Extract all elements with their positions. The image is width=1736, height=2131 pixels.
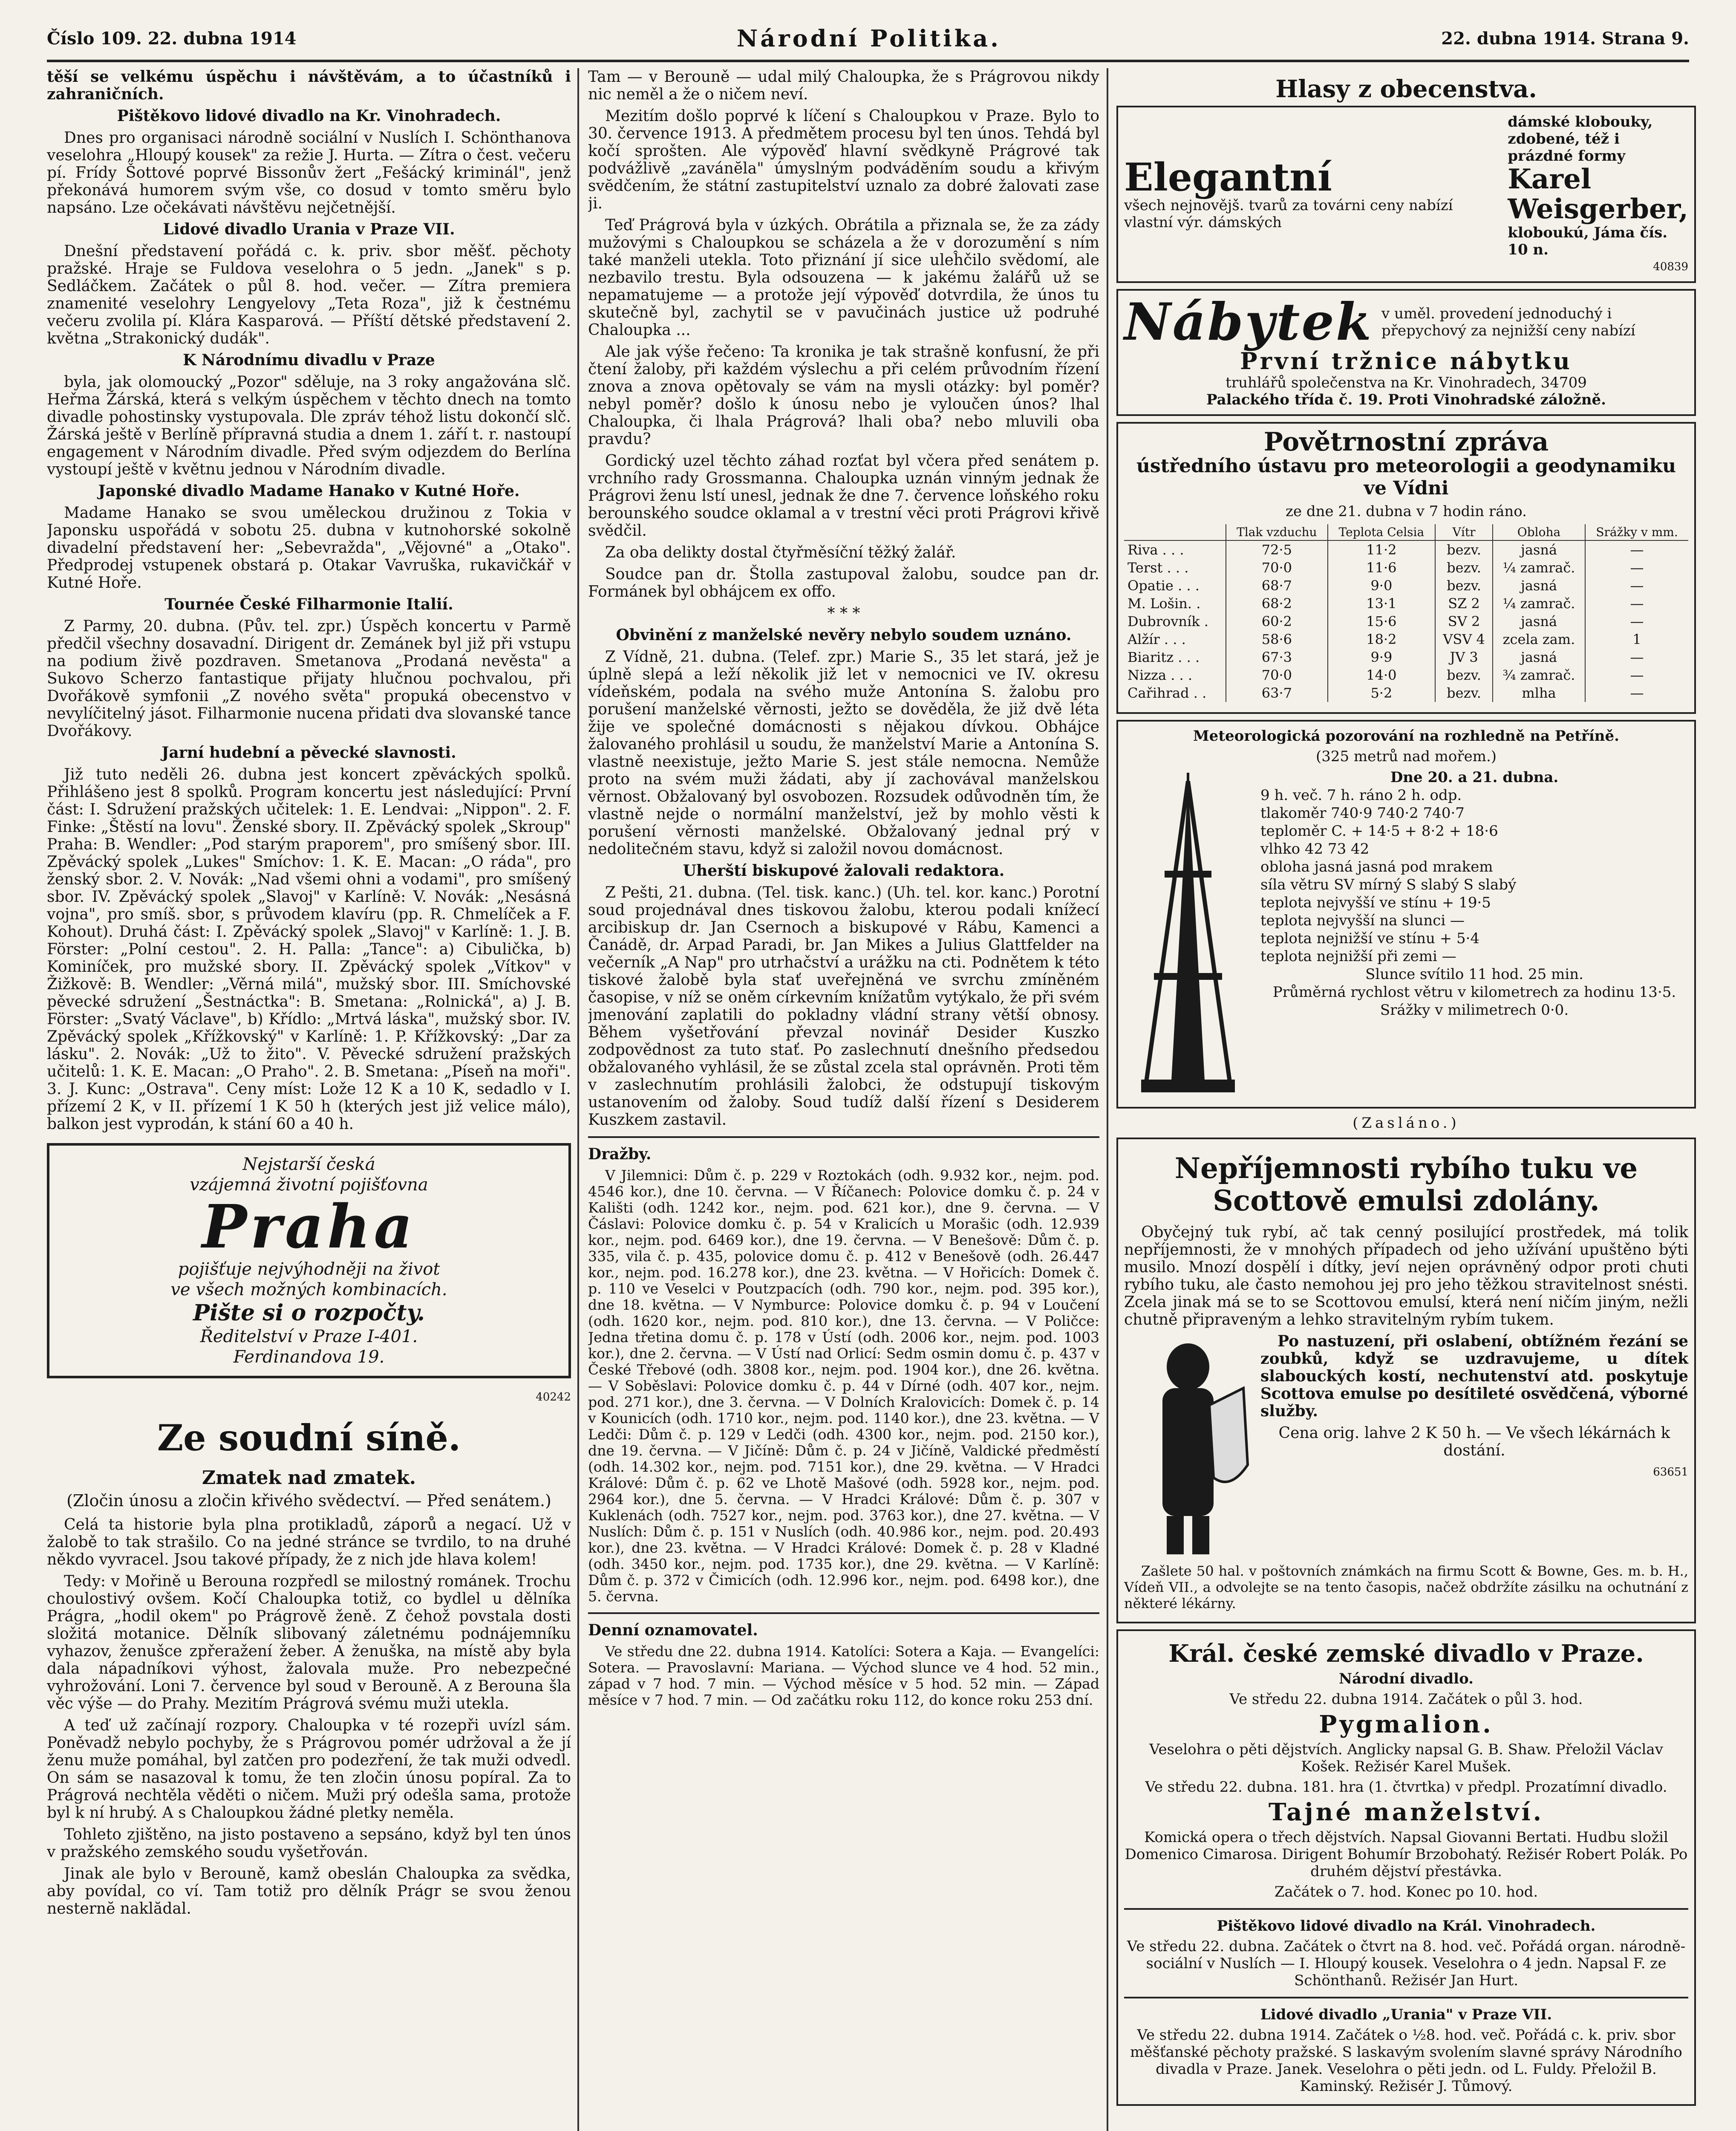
weather-header-cell: Srážky v mm. (1585, 524, 1688, 540)
ad-text: Zašlete 50 hal. v poštovních známkách na firmu Scott & Bowne, Ges. m. b. H., Vídeň VII., a odvolejte se na tento časopis, načež obdržíte zásilku na ochutnání z některé lékárny. (1124, 1563, 1688, 1611)
weather-cell: bezv. (1435, 559, 1493, 577)
weather-table (1124, 524, 1688, 702)
ad-line: v uměl. provedení jednoduchý i přepychový za nejnižší ceny nabízí (1381, 305, 1635, 339)
article-text: Tam — v Berouně — udal milý Chaloupka, že s Prágrovou nikdy nic neměl a že o ničem neví. (588, 68, 1099, 103)
weather-cell: Opatie . . . (1128, 578, 1200, 594)
weather-cell: 58·6 (1226, 630, 1328, 648)
weather-cell: Nizza . . . (1128, 667, 1193, 683)
weather-cell: 70·0 (1226, 559, 1328, 577)
ad-text: Obyčejný tuk rybí, ač tak cenný posilující prostředek, má tolik nepříjemnosti, že v mnohých případech od jeho užívání upuštěno býti musilo. Mnozí dospělí i dítky, jeví nejen oprávněný odpor proti chuti rybího tuku, ale často nemohou jej pro jeho těžkou stravitelnost snésti. Zcela jinak má se to se Scottovou emulsí, která není ničím jiným, nežli chutně připraveným a lehko stravitelným rybím tukem. (1124, 1224, 1688, 1328)
play-info: Ve středu 22. dubna. Začátek o čtvrt na 8. hod. več. Pořádá organ. národně-sociální v Nuslích — I. Hloupý kousek. Veselohra o 4 jedn. Napsal F. ze Schönthanů. Režisér Jan Hurt. (1127, 1938, 1686, 1989)
met-row: síla větru SV mírný S slabý S slabý (1260, 876, 1517, 893)
weather-cell: — (1585, 577, 1688, 595)
ad-text: Cena orig. lahve 2 K 50 h. — Ve všech lékárnách k dostání. (1278, 1424, 1670, 1459)
theater-heading: Lidové divadlo „Urania" v Praze VII. (1260, 2006, 1552, 2023)
weather-cell: SV 2 (1435, 612, 1493, 630)
play-info: Ve středu 22. dubna 1914. Začátek o ½8. hod. več. Pořádá c. k. priv. sbor měšťanské pěchoty pražské. S laskavým svolením slavné správy Národního divadla v Praze. Janek. Veselohra o pěti jedn. od L. Fuldy. Přeložil B. Kaminský. Režisér J. Tůmový. (1130, 2027, 1682, 2095)
court-article-title: Zmatek nad zmatek. (202, 1467, 416, 1489)
ad-title: Elegantní (1124, 155, 1332, 200)
weather-cell: Dubrovník . (1128, 613, 1208, 629)
article-text: byla, jak olomoucký „Pozor" sděluje, na 3 roky angažována slč. Heřma Žárská, která s velkým úspěchem v těchto dnech na tomto divadle pohostinsky vystupovala. Dle zpráv téhož listu dokončí slč. Žárská ještě v Berlíně přípravná studia a dnem 1. září t. r. nastoupí engagement v Národním divadle. Před svým odjezdem do Berlína vystoupí ještě v květnu jednou v Národním divadle. (47, 373, 571, 478)
weather-title: Povětrnostní zpráva (1263, 427, 1549, 457)
weather-cell: Riva . . . (1128, 542, 1184, 558)
met-row: Srážky v milimetrech 0·0. (1380, 1002, 1569, 1019)
article-text: Tohleto zjištěno, na jisto postaveno a sepsáno, když byl ten únos v pražského zemského soudu vyšetřován. (47, 1826, 571, 1861)
weather-subtitle: ústředního ústavu pro meteorologii a geodynamiku ve Vídni (1136, 455, 1676, 499)
weather-cell: bezv. (1435, 577, 1493, 595)
article-text: Gordický uzel těchto záhad rozťat byl včera před senátem p. vrchního rady Grossmanna. Chaloupka uznán vinným jednak že Prágrovi ženu lstí unesl, jednak že dne 7. července loňského roku berounského soudce oklamal a v trestní věci proti Prágrovi křivě svědčil. (588, 452, 1099, 540)
ad-line: kloboukú, Jáma čís. 10 n. (1508, 224, 1668, 258)
weather-header-cell (1124, 524, 1226, 540)
weather-cell: — (1585, 684, 1688, 702)
met-row: teplota nejnižší ve stínu + 5·4 (1260, 930, 1480, 947)
weather-cell: 72·5 (1226, 540, 1328, 559)
ad-line: Ředitelství v Praze I-401. (200, 1327, 418, 1346)
ad-line: Ferdinandova 19. (233, 1347, 385, 1367)
ad-text: Po nastuzení, při oslabení, obtížném řezání se zoubků, když se uzdravujeme, u dítek slabouckých kostí, nechutenství atd. poskytuje Scottova emulse po desítileté osvědčená, výborné služby. (1260, 1332, 1688, 1420)
article-heading: K Národnímu divadlu v Praze (183, 351, 435, 369)
ad-line: truhlářů společenstva na Kr. Vinohradech, 34709 (1226, 374, 1587, 391)
weather-cell: 68·2 (1226, 595, 1328, 612)
theater-subtitle: Národní divadlo. (1338, 1670, 1474, 1687)
weather-row (1124, 666, 1688, 684)
weather-header-cell: Tlak vzduchu (1226, 524, 1328, 540)
article-text: Z Vídně, 21. dubna. (Telef. zpr.) Marie S., 35 let stará, jež je úplně slepá a leží několik již let v nemocnici ve IV. okresu vídeňském, podala na svého muže Antonína S. žalobu pro porušení manželské věrnosti, ježto se dověděla, že již dvě léta žije ve společné domácnosti s nějakou dívkou. Obhájce žalovaného prohlásil u soudu, že manželství Marie a Antonína S. vlastně neexistuje, ježto Marie S. jest stále nemocna. Nemůže proto na svém muži žádati, aby jí zachovával manželskou věrnost. Obžalovaný byl osvobozen. Rozsudek odůvodněn tím, že vlastně nejde o normální manželství, jež by mohlo věsti k porušení věrnosti manželské. Obžalovaný jednal prý v nedolitečném stavu, když si založil novou domácnost. (588, 648, 1099, 858)
article-text: Jinak ale bylo v Berouně, kamž obeslán Chaloupka za svědka, aby povídal, co ví. Tam totiž pro dělník Prágr se svou ženou nesternĕ naklădal. (47, 1865, 571, 1917)
ad-line: Palackého třída č. 19. Proti Vinohradské záložně. (1206, 391, 1606, 408)
ad-name: Karel Weisgerber, (1508, 163, 1688, 225)
zaslano-label: (Zasláno.) (1352, 1115, 1460, 1132)
met-row: teplota nejvyšší ve stínu + 19·5 (1260, 894, 1491, 911)
article-text: Tedy: v Mořině u Berouna rozpředl se milostný románek. Trochu choulostivý ovšem. Kočí Chaloupka totiž, co bydlel u dělníka Prágra, „hodil okem" po Prágrově ženě. Z čehož povstala dosti složitá motanice. Dělník slibovaný záletnému podnájemníku vyhazov, ženušce zpřeražení žeber. A ženuška, na místě aby byla dala nápadníkovi výhost, žalovala muže. Pro nebezpečné vyhrožování. Loni 7. července byl soud v Berouně. A z Berouna šla věc výše — do Prahy. Mezitím Prágrová svému muži utekla. (47, 1573, 571, 1712)
article-heading: Lidové divadlo Urania v Praze VII. (163, 220, 455, 238)
weather-header-cell: Obloha (1493, 524, 1585, 540)
weather-cell: 9·9 (1328, 648, 1436, 666)
weather-cell: M. Lošin. . (1128, 595, 1201, 612)
article-text: Celá ta historie byla plna protikladů, záporů a negací. Už v žalobě to tak strašilo. Co na jedné stránce se tvrdilo, to na druhé někdo vyvracel. Jsou takové případy, že z nich jde hlava kolem! (47, 1516, 571, 1568)
weather-cell: Cařihrad . . (1128, 685, 1207, 701)
met-row: obloha jasná jasná pod mrakem (1260, 858, 1493, 875)
weather-cell: — (1585, 540, 1688, 559)
article-text: Z Parmy, 20. dubna. (Pův. tel. zpr.) Úspěch koncertu v Parmě předčil všechny dosavadní. Dirigent dr. Zemánek byl již při vstupu na podium živě pozdraven. Smetanova „Prodaná nevěsta" a Sukovo Scherzo fantastique přijaty hlučnou pochvalou, při Dvořákově symfonii „Z nového světa" propuká obecenstvo v nevylíčitelný jásot. Filharmonie nucena přidati dva slovanské tance Dvořákovy. (47, 618, 571, 740)
theater-heading: Pištěkovo lidové divadlo na Král. Vinohradech. (1217, 1917, 1596, 1935)
ad-number: 40839 (1653, 260, 1688, 273)
weather-cell: bezv. (1435, 666, 1493, 684)
ad-title: Praha (202, 1192, 416, 1262)
article-text: Dnes pro organisaci národně sociální v Nuslích I. Schönthanova veselohra „Hloupý kousek" za režie J. Hurta. — Zítra o čest. večeru pí. Frídy Šottové poprvé Bissonův žert „Fešácký kriminál", jenž překonává humorem svým vše, co dosud v tomto směru bylo napsáno. Lze očekávati návštěvu nejčetnější. (47, 129, 571, 217)
section-title: Hlasy z obecenstva. (1275, 75, 1537, 103)
weather-cell: 63·7 (1226, 684, 1328, 702)
divider (1124, 1908, 1688, 1910)
met-row: teploměr C. + 14·5 + 8·2 + 18·6 (1260, 823, 1498, 840)
weather-cell: 1 (1585, 630, 1688, 648)
weather-cell: 68·7 (1226, 577, 1328, 595)
play-title: Pygmalion. (1319, 1710, 1494, 1738)
met-title: Meteorologická pozorování na rozhledně na Petříně. (1193, 728, 1619, 745)
weather-cell: 15·6 (1328, 612, 1436, 630)
daily-almanac-text: Ve středu dne 22. dubna 1914. Katolíci: Sotera a Kaja. — Evangelíci: Sotera. — Pravoslavní: Mariana. — Východ slunce ve 4 hod. 52 min., západ v 7 hod. 7 min. — Východ měsíce v 5 hod. 52 min. — Západ měsíce v 7 hod. 7 min. — Od začátku roku 112, do konce roku 253 dní. (588, 1643, 1099, 1708)
weather-cell: 67·3 (1226, 648, 1328, 666)
weather-cell: ¼ zamrač. (1493, 559, 1585, 577)
ad-line: pojišťuje nejvýhodněji na život (178, 1259, 440, 1279)
furniture-ad (1116, 289, 1696, 416)
article-heading: Tournée České Filharmonie Italií. (164, 595, 453, 613)
weather-cell: VSV 4 (1435, 630, 1493, 648)
weather-report (1116, 422, 1696, 714)
petrin-tower-illustration (1124, 773, 1252, 1097)
weather-cell: jasná (1493, 648, 1585, 666)
praha-insurance-ad (47, 1143, 571, 1378)
weather-date: ze dne 21. dubna v 7 hodin ráno. (1286, 503, 1527, 520)
weather-row (1124, 612, 1688, 630)
met-row: teplota nejnižší při zemi — (1260, 948, 1456, 965)
weather-row (1124, 630, 1688, 648)
article-heading: Dražby. (588, 1145, 652, 1163)
met-row: vlhko 42 73 42 (1260, 840, 1370, 858)
weather-cell: Alžír . . . (1128, 631, 1186, 647)
weather-cell: 11·6 (1328, 559, 1436, 577)
weather-cell: 5·2 (1328, 684, 1436, 702)
column-rule (1107, 68, 1108, 2131)
met-row: tlakoměr 740·9 740·2 740·7 (1260, 805, 1465, 822)
divider (588, 1612, 1099, 1614)
ad-title: Nábytek (1124, 292, 1373, 352)
article-heading: Uherští biskupové žalovali redaktora. (683, 862, 1005, 880)
play-times: Začátek o 7. hod. Konec po 10. hod. (1274, 1883, 1538, 1900)
ad-line: dámské klobouky, zdobené, též i prázdné formy (1508, 113, 1653, 165)
scott-emulsion-ad (1116, 1138, 1696, 1623)
weather-cell: 13·1 (1328, 595, 1436, 612)
weather-cell: zcela zam. (1493, 630, 1585, 648)
article-heading: Denní oznamovatel. (588, 1621, 758, 1639)
ad-number: 40242 (536, 1391, 571, 1403)
weather-cell: jasná (1493, 612, 1585, 630)
weather-cell: SZ 2 (1435, 595, 1493, 612)
weather-cell: ¼ zamrač. (1493, 595, 1585, 612)
weather-header-cell: Vítr (1435, 524, 1493, 540)
ad-line: vzájemná životní pojišťovna (190, 1175, 428, 1195)
column-2 (588, 68, 1099, 2131)
weather-cell: bezv. (1435, 540, 1493, 559)
weather-cell: — (1585, 666, 1688, 684)
weather-cell: ¾ zamrač. (1493, 666, 1585, 684)
article-heading: Jarní hudební a pěvecké slavnosti. (161, 744, 456, 762)
masthead (47, 17, 1689, 62)
ad-title: Nepříjemnosti rybího tuku ve Scottově emulsi zdolány. (1174, 1152, 1638, 1217)
met-row: Slunce svítilo 11 hod. 25 min. (1365, 966, 1583, 983)
column-1 (47, 68, 571, 2131)
weisgerber-hat-ad (1116, 106, 1696, 283)
petrin-observations (1116, 720, 1696, 1109)
ad-line: všech nejnovějš. tvarů za továrni ceny nabízí vlastní výr. dámských (1124, 197, 1453, 231)
weather-row (1124, 648, 1688, 666)
article-heading: Pištěkovo lidové divadlo na Kr. Vinohradech. (117, 107, 501, 125)
court-article-subtitle: (Zločin únosu a zločin křivého svědectví. — Před senátem.) (66, 1491, 551, 1510)
fisherman-illustration (1124, 1337, 1252, 1559)
separator-stars: * * * (827, 605, 860, 622)
met-row: Průměrná rychlost větru v kilometrech za hodinu 13·5. (1272, 984, 1676, 1001)
date-page: 22. dubna 1914. Strana 9. (1441, 28, 1689, 49)
play-info: Veselohra o pěti dějstvích. Anglicky napsal G. B. Shaw. Přeložil Václav Košek. Režisér Karel Mušek. (1149, 1741, 1663, 1775)
article-text: těší se velkému úspěchu i návštěvám, a to účastníků i zahraničních. (47, 68, 571, 103)
ad-name: První tržnice nábytku (1240, 347, 1572, 375)
theater-listings (1116, 1629, 1696, 2106)
article-text: Teď Prágrová byla v úzkých. Obrátila a přiznala se, že za zády mužovými s Chaloupkou se scházela a že v dorozumění s ním také manželi utekla. Toto přiznání jí sice uleĥčilo svědomí, ale nezbavilo trestu. Byla odsouzena — k jakému žalářů už se nepamatujeme — a protože její výpověď dotvrdila, že únos tu skutečně byl, zachytil se v pavučinách justice už podruhé Chaloupka ... (588, 217, 1099, 339)
divider (1124, 1997, 1688, 1998)
weather-cell: 14·0 (1328, 666, 1436, 684)
met-columns: 9 h. več. 7 h. ráno 2 h. odp. (1260, 787, 1462, 804)
article-heading: Japonské divadlo Madame Hanako v Kutné Hoře. (98, 482, 520, 500)
weather-cell: 18·2 (1328, 630, 1436, 648)
weather-cell: jasná (1493, 577, 1585, 595)
weather-header-cell: Teplota Celsia (1328, 524, 1436, 540)
divider (588, 1136, 1099, 1138)
newspaper-title: Národní Politika. (736, 25, 1001, 52)
article-heading: Obvinění z manželské nevěry nebylo soudem uznáno. (616, 626, 1072, 644)
weather-cell: — (1585, 595, 1688, 612)
weather-row (1124, 684, 1688, 702)
weather-cell: — (1585, 612, 1688, 630)
article-text: Madame Hanako se svou uměleckou družinou z Tokia v Japonsku uspořádá v sobotu 25. dubna v kutnohorské sokolně divadelní představení her: „Sebevražda", „Vějovné" a „Otako". Předprodej vstupenek obstará p. Otakar Vavruška, rukavičkář v Kutné Hoře. (47, 504, 571, 592)
ad-line: ve všech možných kombinacích. (170, 1280, 447, 1299)
article-text: Soudce pan dr. Štolla zastupoval žalobu, soudce pan dr. Formánek byl obhájcem ex offo. (588, 566, 1099, 601)
auctions-text: V Jilemnici: Dům č. p. 229 v Roztokách (odh. 9.932 kor., nejm. pod. 4546 kor.), dne 10. června. — V Říčanech: Polovice domku č. p. 24 v Kališti (odh. 1242 kor., nejm. pod. 621 kor.), dne 9. června. — V Čáslavi: Polovice domku č. p. 54 v Kralicích u Morašic (odh. 12.939 kor., nejm. pod. 6469 kor.), dne 19. června. — V Benešově: Dům č. p. 335, vila č. p. 435, polovice domu č. p. 412 v Benešově (odh. 26.447 kor., nejm. pod. 16.278 kor.), dne 23. května. — V Hořicích: Domek č. p. 110 ve Veselci v Poutzpacích (odh. 790 kor., nejm. pod. 395 kor.), dne 18. května. — V Nymburce: Polovice domku č. p. 94 v Loučení (odh. 1620 kor., nejm. pod. 810 kor.), dne 13. června. — V Poličce: Jedna třetina domu č. p. 178 v Ústí (odh. 2006 kor., nejm. pod. 1003 kor.), dne 2. června. — V Ústí nad Orlicí: Sedm osmin domu č. p. 437 v České Třebové (odh. 3808 kor., nejm. pod. 1904 kor.), dne 26. května. — V Soběslavi: Polovice domku č. p. 44 v Dírné (odh. 407 kor., nejm. pod. 271 kor.), dne 3. června. — V Dolních Kralovicích: Domek č. p. 14 v Kounicích (odh. 1710 kor., nejm. pod. 1140 kor.), dne 23. května. — V Ledči: Dům č. p. 129 v Ledči (odh. 4300 kor., nejm. pod. 2150 kor.), dne 19. června. — V Jičíně: Dům č. p. 24 v Jičíně, Valdické předměstí (odh. 14.302 kor., nejm. pod. 7151 kor.), dne 29. května. — V Hradci Králové: Dům č. p. 62 ve Lhotě Mašové (odh. 5928 kor., nejm. pod. 2964 kor.), dne 5. června. — V Hradci Králové: Dům č. p. 307 v Kuklenách (odh. 7527 kor., nejm. pod. 3763 kor.), dne 27. května. — V Nuslích: Dům č. p. 151 v Nuslích (odh. 40.986 kor., nejm. pod. 20.493 kor.), dne 23. května. — V Hradci Králové: Domek č. p. 28 v Kladné (odh. 3450 kor., nejm. pod. 1735 kor.), dne 29. května. — V Karlíně: Dům č. p. 372 v Čimicích (odh. 12.996 kor., nejm. pod. 6498 kor.), dne 5. června. (588, 1167, 1099, 1605)
weather-row (1124, 577, 1688, 595)
weather-cell: 9·0 (1328, 577, 1436, 595)
weather-row (1124, 540, 1688, 559)
court-section-title: Ze soudní síně. (157, 1417, 461, 1459)
issue-number: Číslo 109. 22. dubna 1914 (47, 28, 297, 49)
article-text: Již tuto neděli 26. dubna jest koncert zpěváckých spolků. Přihlášeno jest 8 spolků. Program koncertu jest následující: První část: I. Sdružení pražských učitelek: 1. E. Lendvai: „Nippon". 2. F. Finke: „Štěstí na lovu". Ženské sbory. II. Zpěvácký spolek „Skroup" Praha: B. Wendler: „Pod starým praporem", pro smíšený sbor. III. Zpěvácký spolek „Lukes" Smíchov: 1. K. E. Macan: „O ráda", pro ženský sbor. 2. V. Novák: „Nad všemi ohni a vodami", pro smíšený sbor. IV. Zpěvácký spolek „Slavoj" v Karlíně: V. Novák: „Nesásná vojna", pro smíš. sbor, s průvodem klavíru (pp. R. Chmelíček a F. Kohout). Druhá část: I. Zpěvácký spolek „Slavoj" v Karlíně: 1. J. B. Förster: „Polní cestou". 2. H. Palla: „Tance": a) Cibulička, b) Kominíček, pro mužské sbory. II. Zpěvácký spolek „Vítkov" v Žižkově: B. Wendler: „Věrná milá", mužský sbor. III. Smíchovské pěvecké sdružení „Šestnáctka": B. Smetana: „Rolnická", a) J. B. Förster: „Svatý Václave", b) Křídlo: „Mrtvá láska", mužský sbor. IV. Zpěvácký spolek „Křížkovský" v Karlíně: 1. P. Křížkovský: „Dar za lásku". 2. Novák: „Už to žito". V. Pěvecké sdružení pražských učitelů: 1. K. E. Macan: „O Praho". 2. B. Smetana: „Píseň na moři". 3. J. Kunc: „Ostrava". Ceny míst: Lože 12 K a 10 K, sedadlo v I. přízemí 2 K, v II. přízemí 1 K 50 h (kterých jest již velice málo), balkon jest vyprodán, k stání 60 a 40 h. (47, 766, 571, 1133)
weather-row (1124, 559, 1688, 577)
weather-cell: JV 3 (1435, 648, 1493, 666)
weather-cell: bezv. (1435, 684, 1493, 702)
weather-cell: — (1585, 648, 1688, 666)
weather-cell: 60·2 (1226, 612, 1328, 630)
weather-cell: mlha (1493, 684, 1585, 702)
weather-row (1124, 595, 1688, 612)
play-info: Komická opera o třech dějstvích. Napsal Giovanni Bertati. Hudbu složil Domenico Cimarosa. Dirigent Bohumír Brzobohatý. Režisér Robert Polák. Po druhém dějství přestávka. (1125, 1829, 1688, 1880)
article-text: Ale jak výše řečeno: Ta kronika je tak strašně konfusní, že při čtení žaloby, při každém výslechu a při celém průvodním řízení znova a znova opětovaly se vám na mysli otázky: byl poměr? nebyl poměr? došlo k únosu nebo je vyloučen únos? lhal Chaloupka, či lhala Prágrová? lhali oba? nebo mluvili oba pravdu? (588, 343, 1099, 448)
article-text: Dnešní představení pořádá c. k. priv. sbor měšť. pěchoty pražské. Hraje se Fuldova veselohra o 5 jedn. „Janek" s p. Sedláčkem. Začátek o půl 8. hod. večer. — Zítra premiera znamenité veselohry Lengyelovy „Teta Roza", již k čestnému večeru zvolila pí. Klára Kasparová. — Příští dětské představení 2. května „Strakonický dudák". (47, 243, 571, 347)
ad-number: 63651 (1653, 1466, 1688, 1478)
met-date: Dne 20. a 21. dubna. (1390, 769, 1559, 786)
weather-cell: jasná (1493, 540, 1585, 559)
weather-cell: — (1585, 559, 1688, 577)
theater-title: Král. české zemské divadlo v Praze. (1168, 1640, 1644, 1668)
theater-date: Ve středu 22. dubna. 181. hra (1. čtvrtka) v předpl. Prozatímní divadlo. (1145, 1779, 1667, 1796)
weather-cell: 70·0 (1226, 666, 1328, 684)
column-rule (577, 68, 579, 2131)
weather-cell: Biaritz . . . (1128, 649, 1200, 665)
article-text: A teď už začínají rozpory. Chaloupka v té rozepři uvízl sám. Poněvadž nebylo pochyby, že s Prágrovou pomér udržoval a že jí ženu muže pomáhal, byl zatčen pro podezření, že tak muži odvedl. On sám se nasazoval k tomu, že ten zločin únosu popíral. Za to Prágrová nechtěla věděti o ničem. Muži prý odešla sama, protože byl k ní hrubý. A s Chaloupkou žádné pletky neměla. (47, 1717, 571, 1822)
ad-line: Pište si o rozpočty. (193, 1300, 425, 1326)
weather-cell: 11·2 (1328, 540, 1436, 559)
met-subtitle: (325 metrů nad mořem.) (1315, 748, 1497, 765)
column-3 (1116, 68, 1696, 2131)
theater-date: Ve středu 22. dubna 1914. Začátek o půl 3. hod. (1229, 1691, 1583, 1708)
play-title: Tajné manželství. (1268, 1798, 1544, 1826)
article-text: Z Pešti, 21. dubna. (Tel. tisk. kanc.) (Uh. tel. kor. kanc.) Porotní soud projednával dnes tiskovou žalobu, kterou podali knížecí arcibiskup dr. Jan Csernoch a biskupové v Rábu, Kamenci a Čanádě, dr. Arpad Paradi, br. Jan Mikes a Julius Glattfelder na večerník „A Nap" pro utrhačství a urážku na cti. Podnětem k této tiskové žalobě byla stať uveřejněná ve svrchu zmíněném časopise, v níž se oněm církevním knížatům vytýkalo, že při svém jmenování zaplatili do pokladny vládní strany větší obnosy. Během vyšetřování převzal novinář Desider Kuszko zodpovědnost za tuto stať. Po zaslechnutí dnešního předsedou obžalovaného vyhlásil, že se zůstal zcela stal oprávněn. Proti těm v zaslechnutím prohlásili žalobci, že odstupují tiskovým ustanovením od žaloby. Soud tudíž další řízení s Desiderem Kuszkem zastavil. (588, 884, 1099, 1129)
article-text: Za oba delikty dostal čtyřměsíční těžký žalář. (605, 544, 956, 561)
weather-cell: Terst . . . (1128, 560, 1189, 576)
met-row: teplota nejvyšší na slunci — (1260, 912, 1465, 929)
ad-line: Nejstarší česká (242, 1155, 375, 1174)
article-text: Mezitím došlo poprvé k líčení s Chaloupkou v Praze. Bylo to 30. července 1913. A předmětem procesu byl ten únos. Tehdá byl kočí sprošten. Ale výpověď hlavní svědkyně Prágrové tak podvážlivě „zavánĕla" úmyslným podvádĕním soudu a křivým svĕdčením, že státní zastupitelství uznalo za dobré žalovati zase ji. (588, 107, 1099, 212)
